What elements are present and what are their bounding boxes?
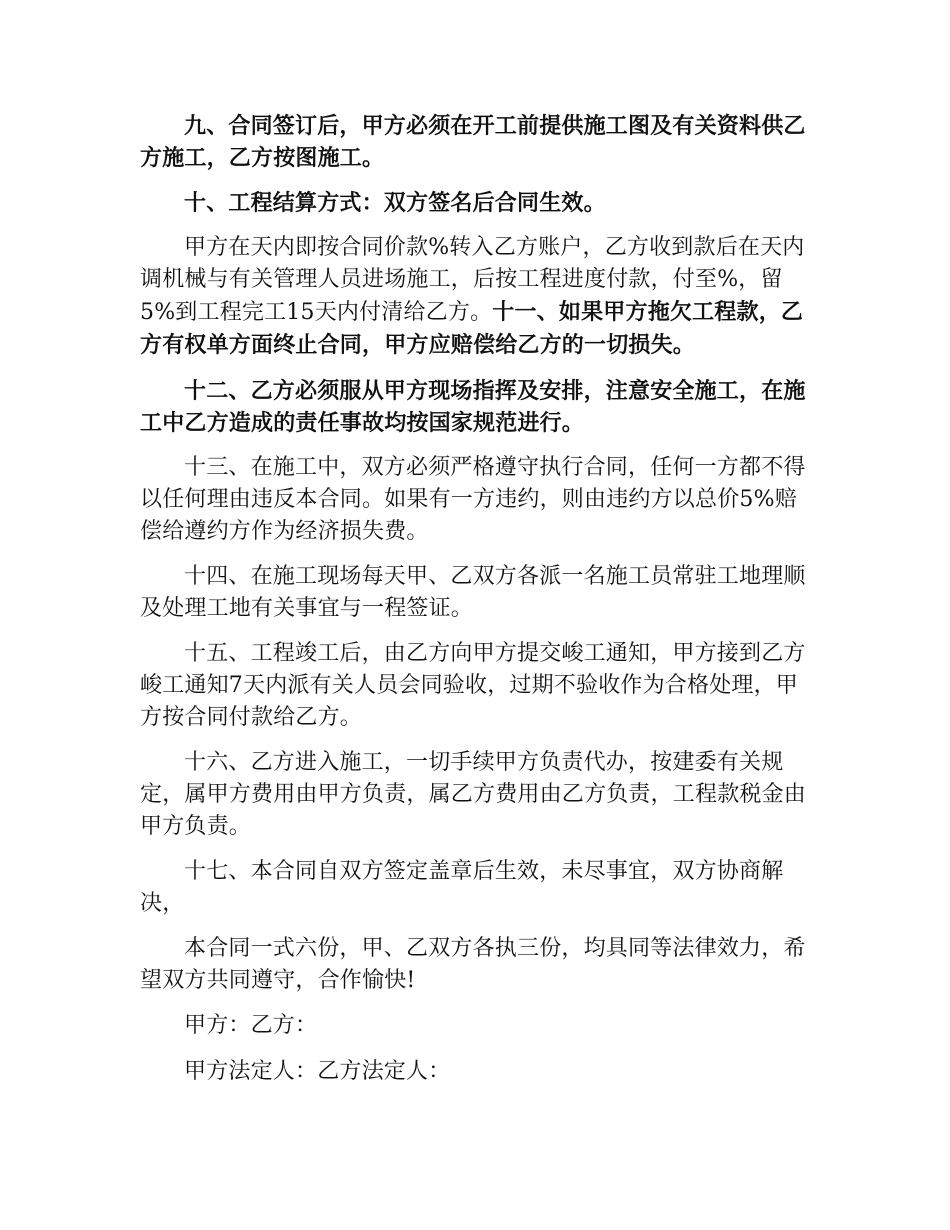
clause-13: 十三、在施工中，双方必须严格遵守执行合同，任何一方都不得以任何理由违反本合同。如果有一方违约，则由违约方以总价5%赔偿给遵约方作为经济损失费。: [140, 455, 806, 544]
signature-legal-representatives: 甲方法定人：乙方法定人：: [184, 1059, 451, 1084]
clause-16: 十六、乙方进入施工，一切手续甲方负责代办，按建委有关规定，属甲方费用由甲方负责，属乙方费用由乙方负责，工程款税金由甲方负责。: [140, 750, 807, 839]
clause-15: 十五、工程竣工后，由乙方向甲方提交峻工通知，甲方接到乙方峻工通知7天内派有关人员会同验收，过期不验收作为合格处理，甲方按合同付款给乙方。: [140, 641, 806, 730]
clause-14: 十四、在施工现场每天甲、乙双方各派一名施工员常驻工地理顺及处理工地有关事宜与一程签证。: [140, 564, 806, 621]
clause-17: 十七、本合同自双方签定盖章后生效，未尽事宜，双方协商解决，: [140, 859, 784, 916]
signature-parties: 甲方：乙方：: [184, 1013, 318, 1038]
contract-page: [140, 110, 812, 1102]
clause-11: 十一、如果甲方拖欠工程款，乙方有权单方面终止合同，甲方应赔偿给乙方的一切损失。: [140, 299, 804, 358]
clause-10: 十、工程结算方式：双方签名后合同生效。: [184, 190, 606, 216]
clause-9: 九、合同签订后，甲方必须在开工前提供施工图及有关资料供乙方施工，乙方按图施工。: [140, 113, 806, 171]
payment-text: 甲方在天内即按合同价款%转入乙方账户，乙方收到款后在天内调机械与有关管理人员进场施工，后按工程进度付款，付至%，留5%到工程完工15天内付清给乙方。: [140, 235, 805, 325]
copies-paragraph: 本合同一式六份，甲、乙双方各执三份，均具同等法律效力，希望双方共同遵守，合作愉快!: [140, 936, 806, 993]
payment-paragraph: [140, 232, 812, 362]
clause-12: 十二、乙方必须服从甲方现场指挥及安排，注意安全施工，在施工中乙方造成的责任事故均按国家规范进行。: [140, 378, 806, 436]
